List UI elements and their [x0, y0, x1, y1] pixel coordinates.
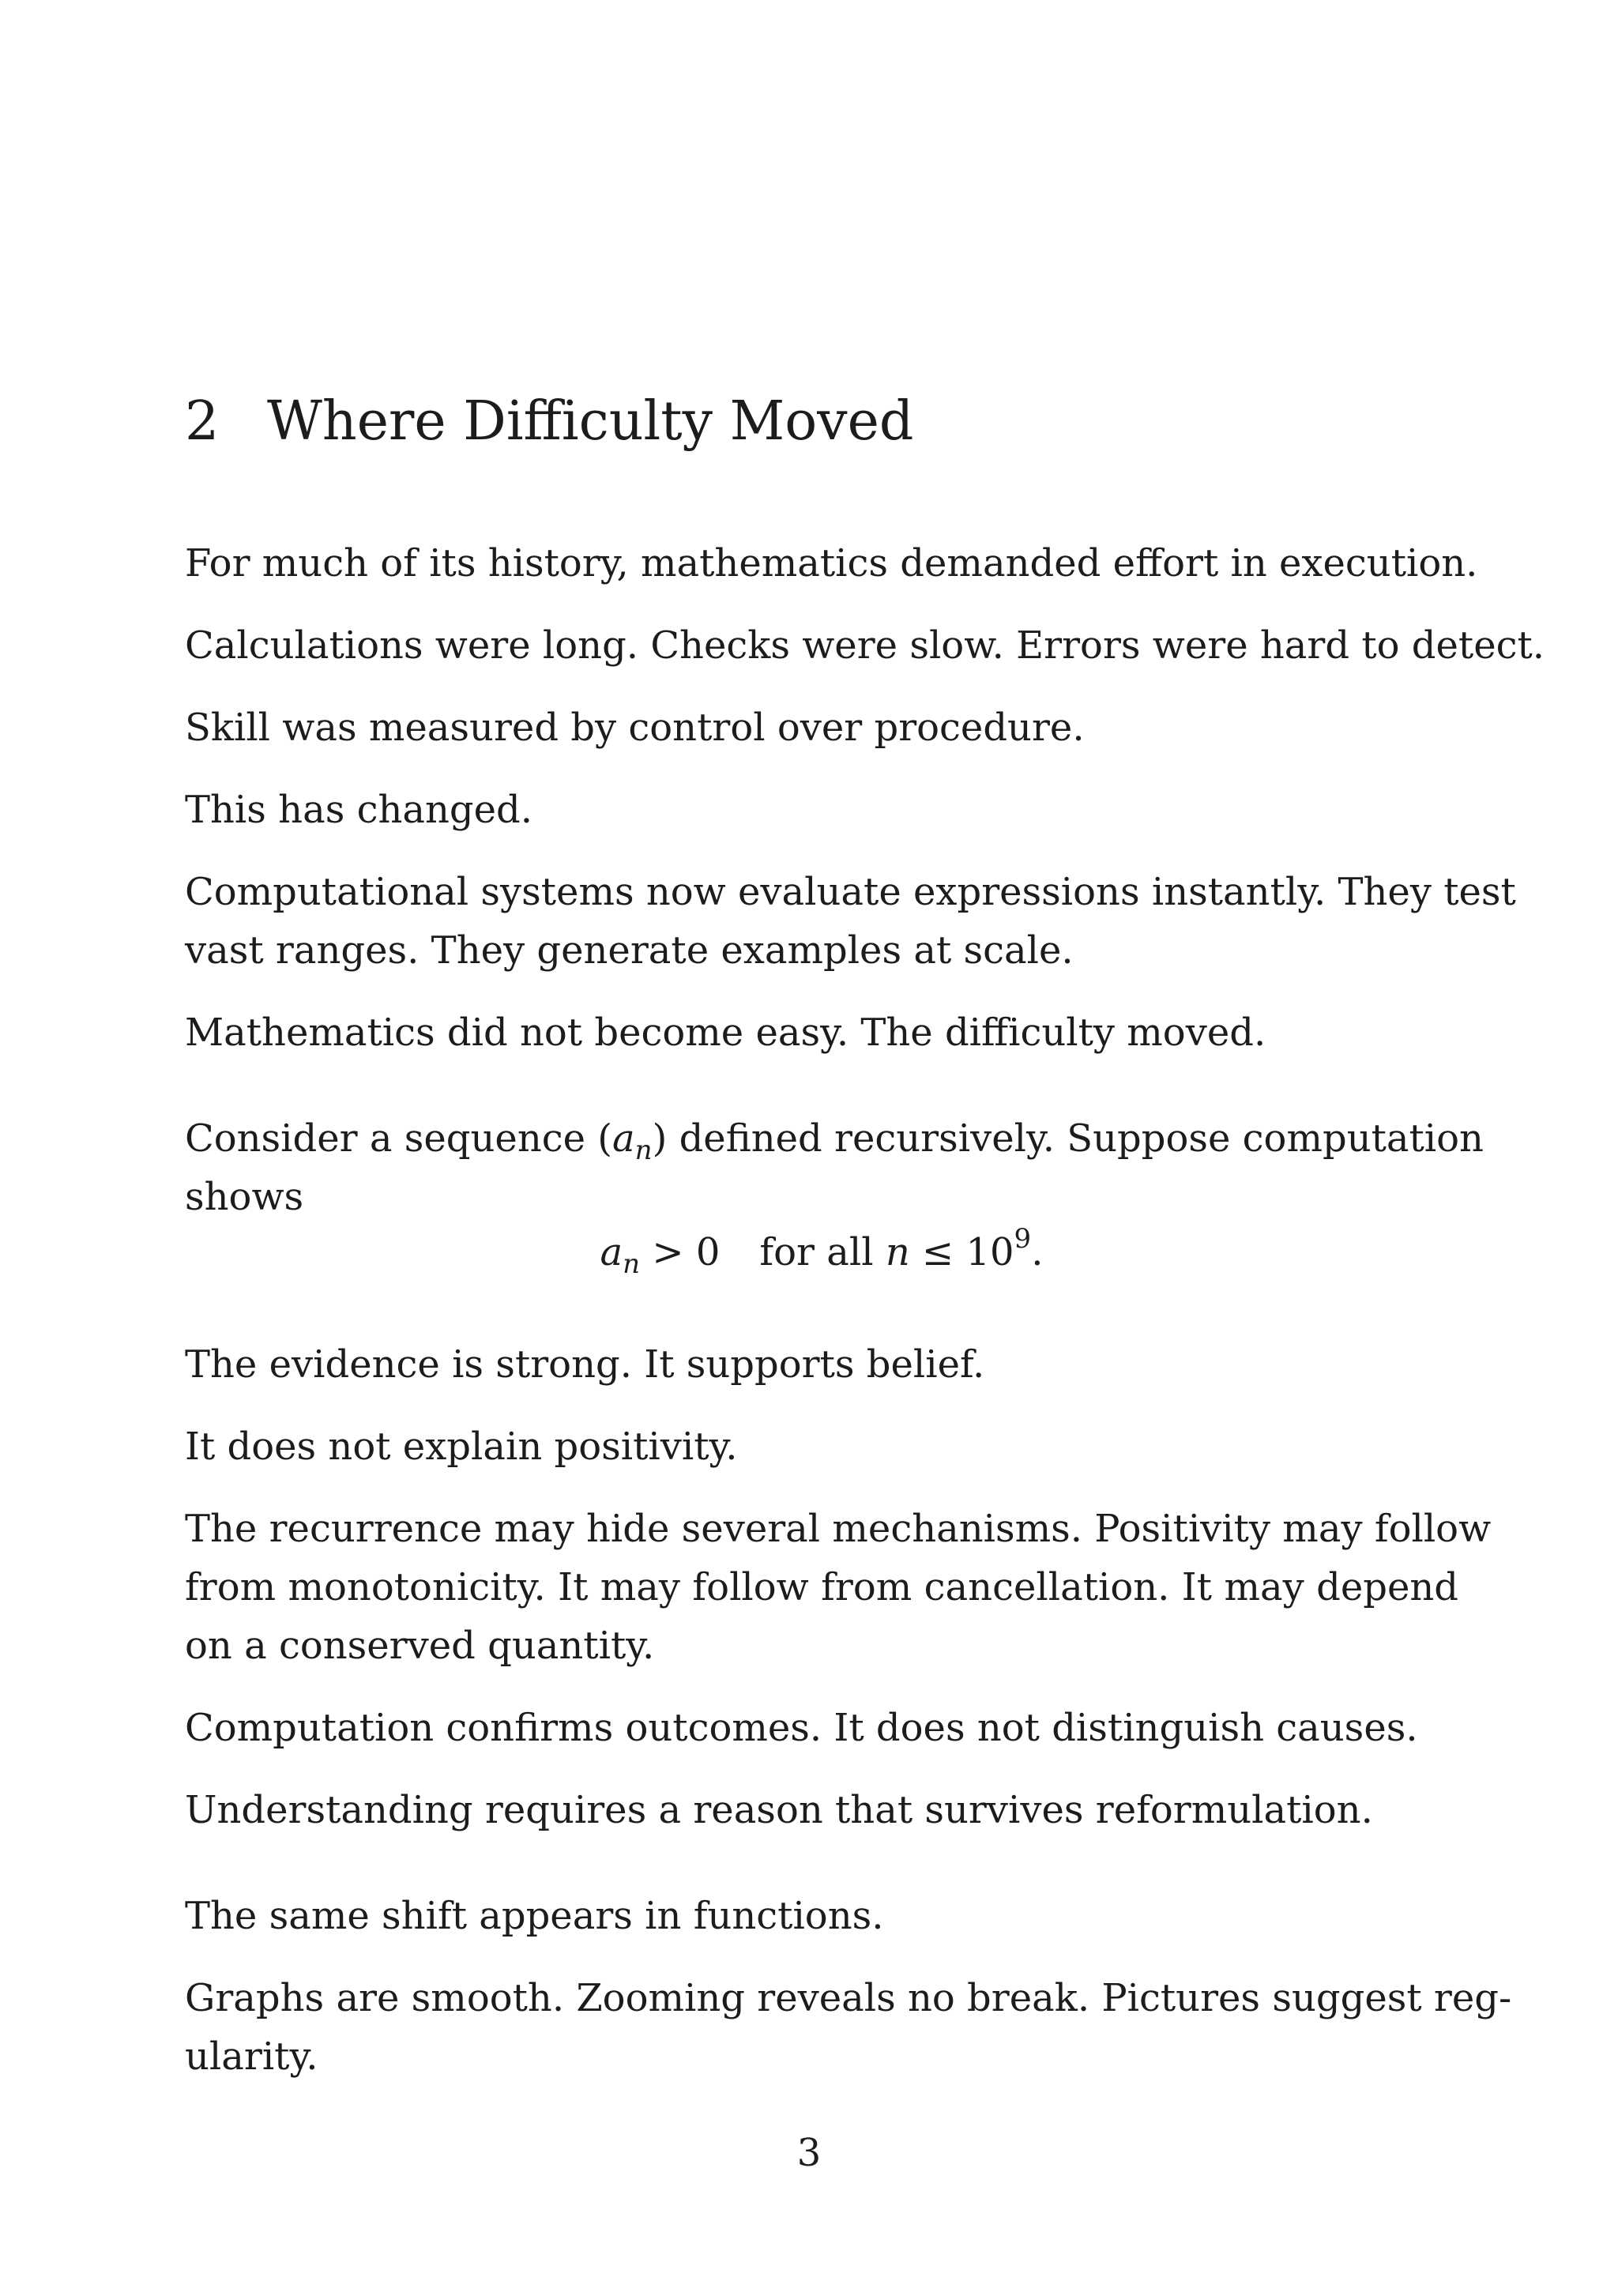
paragraph-line: Graphs are smooth. Zooming reveals no break. Pictures suggest reg-: [185, 1976, 1512, 2020]
paragraph-history: For much of its history, mathematics demanded effort in execution.: [185, 541, 1478, 585]
paragraph-changed: This has changed.: [185, 788, 533, 832]
paragraph-line: shows: [185, 1175, 304, 1219]
paragraph-understanding: Understanding requires a reason that survives reformulation.: [185, 1788, 1373, 1832]
section-heading: [185, 390, 914, 453]
paragraph-computational-systems: [185, 863, 1516, 980]
display-equation: $a_n > 0$ for all $n \le 10^9$.: [600, 1223, 1044, 1280]
paragraph-line: Computational systems now evaluate expressions instantly. They test: [185, 870, 1516, 914]
section-title: Where Difficulty Moved: [267, 390, 914, 453]
section-number: 2: [185, 390, 220, 453]
page-number: 3: [796, 2131, 822, 2175]
paragraph-computation-confirms: Computation confirms outcomes. It does not distinguish causes.: [185, 1706, 1418, 1750]
paragraph-skill: Skill was measured by control over procedure.: [185, 706, 1085, 750]
sequence-intro-text: Consider a sequence: [185, 1116, 586, 1161]
paragraph-line: The recurrence may hide several mechanisms. Positivity may follow: [185, 1507, 1492, 1551]
paragraph-line: [185, 1109, 1484, 1168]
paragraph-positivity: It does not explain positivity.: [185, 1425, 738, 1469]
paragraph-line: on a conserved quantity.: [185, 1624, 655, 1668]
paragraph-calculations: Calculations were long. Checks were slow. Errors were hard to detect.: [185, 623, 1545, 668]
paragraph-recurrence: [185, 1500, 1492, 1675]
paragraph-graphs: [185, 1969, 1512, 2086]
paragraph-same-shift: The same shift appears in functions.: [185, 1894, 884, 1938]
sequence-symbol: $(a_n)$: [597, 1116, 668, 1166]
paragraph-evidence: The evidence is strong. It supports belief.: [185, 1342, 985, 1387]
paragraph-difficulty-moved: Mathematics did not become easy. The difficulty moved.: [185, 1011, 1266, 1055]
paragraph-sequence: [185, 1109, 1484, 1226]
paragraph-line: ularity.: [185, 2034, 318, 2079]
sequence-outro-text: defined recursively. Suppose computation: [679, 1116, 1484, 1161]
paragraph-line: vast ranges. They generate examples at scale.: [185, 928, 1074, 973]
paragraph-line: from monotonicity. It may follow from cancellation. It may depend: [185, 1565, 1458, 1609]
